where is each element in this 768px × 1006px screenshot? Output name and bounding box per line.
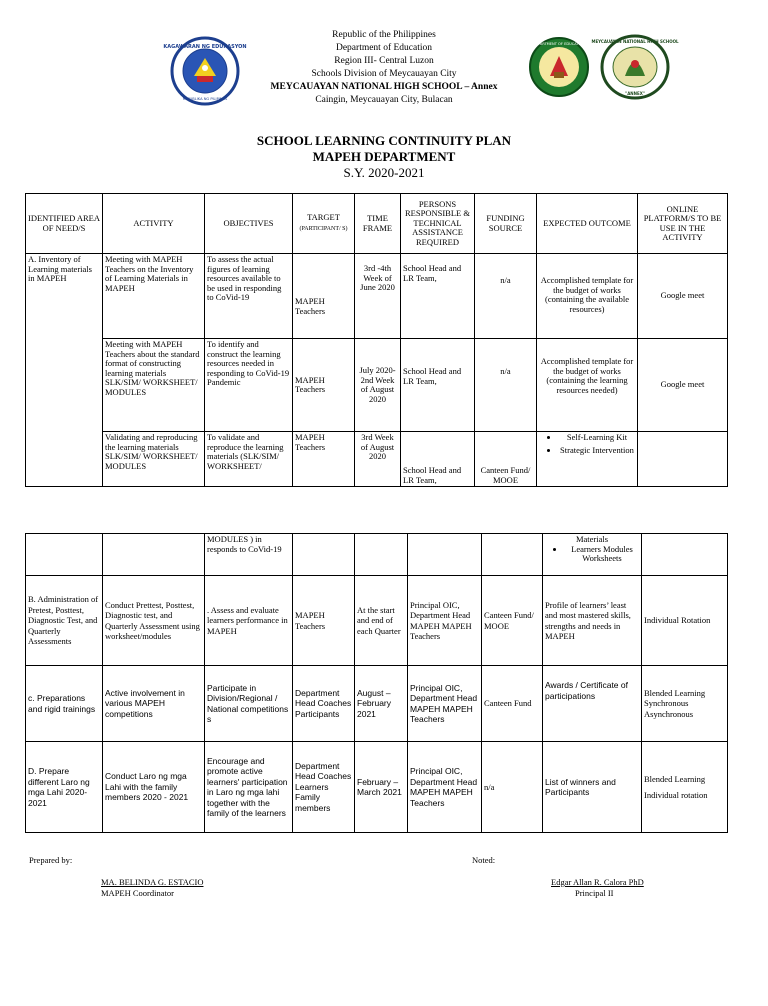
list-item: • Learners Modules (565, 545, 639, 555)
cell-persons: Principal OIC, Department Head MAPEH MAPEH Teachers (408, 666, 482, 742)
cell-activity: Conduct Laro ng mga Lahi with the family members 2020 - 2021 (103, 742, 205, 833)
header-line-address: Caingin, Meycauayan City, Bulacan (315, 95, 453, 105)
doc-title: SCHOOL LEARNING CONTINUITY PLAN (256, 133, 512, 148)
online-line: Individual rotation (644, 790, 708, 800)
plan-table-page1 (25, 193, 728, 487)
plan-table-page2 (25, 533, 728, 833)
cell-activity: Meeting with MAPEH Teachers about the standard format of constructing learning materials SLK/SIM/ WORKSHEET/ MODULES (103, 339, 205, 432)
table-row (26, 666, 728, 742)
prepared-by-label: Prepared by: (29, 855, 73, 865)
cell-time: At the start and end of each Quarter (355, 576, 408, 666)
cell-area-b: B. Administration of Pretest, Posttest, Diagnostic Test, and Quarterly Assessments (26, 576, 103, 666)
cell-target: MAPEH Teachers (293, 254, 355, 339)
cell-objectives: Encourage and promote active learners' participation in Laro ng mga lahi together with the family of the learners (205, 742, 293, 833)
table-row (26, 576, 728, 666)
cell-online: Google meet (638, 254, 728, 339)
header-outcome: EXPECTED OUTCOME (537, 194, 638, 254)
cell-area-c: c. Preparations and rigid trainings (26, 666, 103, 742)
cell-activity: Conduct Prettest, Posttest, Diagnostic test, and Quarterly Assessment using worksheet/modules (103, 576, 205, 666)
cell-outcome: Accomplished template for the budget of works (containing the learning resources needed) (537, 339, 638, 432)
cell-outcome: Awards / Certificate of participations (543, 666, 642, 742)
cell-online: Individual Rotation (642, 576, 728, 666)
cell-area-a: A. Inventory of Learning materials in MAPEH (26, 254, 103, 487)
cell-persons: Principal OIC, Department Head MAPEH MAPEH Teachers (408, 576, 482, 666)
cell-objectives: To assess the actual figures of learning resources available to be used in responding to CoVid-19 (205, 254, 293, 339)
table-header-row (26, 194, 728, 254)
noter-name: Edgar Allan R. Calora PhD (551, 877, 644, 887)
cell-target: Department Head Coaches Participants (293, 666, 355, 742)
cell-activity: Validating and reproducing the learning materials SLK/SIM/ WORKSHEET/ MODULES (103, 432, 205, 487)
cell-funding: Canteen Fund/ MOOE (475, 432, 537, 487)
cell-online: Google meet (638, 339, 728, 432)
school-year: S.Y. 2020-2021 (343, 165, 425, 180)
seal-right1-text: DEPARTMENT OF EDUCATION (532, 42, 586, 46)
cell-outcome: Profile of learners’ least and most mastered skills, strengths and needs in MAPEH (543, 576, 642, 666)
cell-time: 3rd Week of August 2020 (355, 432, 401, 487)
cell-target: MAPEH Teachers (293, 576, 355, 666)
table-row (26, 742, 728, 833)
list-item: • Self-Learning Kit (559, 433, 635, 443)
cell-time: July 2020- 2nd Week of August 2020 (355, 339, 401, 432)
preparer-name: MA. BELINDA G. ESTACIO (101, 877, 204, 887)
cell-activity: Meeting with MAPEH Teachers on the Inventory of Learning Materials in MAPEH (103, 254, 205, 339)
noter-title: Principal II (575, 888, 614, 898)
cell-persons: School Head and LR Team, (401, 432, 475, 487)
cell-time: August – February 2021 (355, 666, 408, 742)
cell-area-d: D. Prepare different Laro ng mga Lahi 2020- 2021 (26, 742, 103, 833)
outcome-list (539, 433, 635, 455)
header-line-deped: Department of Education (335, 43, 433, 53)
header-line-republic: Republic of the Philippines (332, 30, 436, 40)
cell-time: February –March 2021 (355, 742, 408, 833)
table-row (26, 432, 728, 487)
cell-outcome (543, 534, 642, 576)
cell-activity: Active involvement in various MAPEH competitions (103, 666, 205, 742)
cell-persons: School Head and LR Team, (401, 339, 475, 432)
table-row (26, 339, 728, 432)
header-online: ONLINE PLATFORM/S TO BE USE IN THE ACTIVITY (638, 194, 728, 254)
cell-persons (408, 534, 482, 576)
cell-time: 3rd -4th Week of June 2020 (355, 254, 401, 339)
seal-left-sub: REPUBLIKA NG PILIPINAS (182, 97, 228, 101)
cell-target: MAPEH Teachers (293, 339, 355, 432)
header-line-school: MEYCAUAYAN NATIONAL HIGH SCHOOL – Annex (270, 82, 498, 92)
cell-persons: Principal OIC, Department Head MAPEH MAPEH Teachers (408, 742, 482, 833)
outcome-list (545, 545, 639, 564)
online-line: Blended Learning (644, 773, 706, 784)
seal-right2-text: MEYCAUAYAN NATIONAL HIGH SCHOOL (591, 39, 679, 44)
header-objectives: OBJECTIVES (205, 194, 293, 254)
cell-funding: n/a (475, 254, 537, 339)
header-time: TIME FRAME (355, 194, 401, 254)
cell-funding: n/a (482, 742, 543, 833)
cell-online: Blended Learning Synchronous Asynchronous (642, 666, 728, 742)
noted-label: Noted: (472, 855, 496, 865)
header-funding: FUNDING SOURCE (475, 194, 537, 254)
cell-online (638, 432, 728, 487)
cell-target (293, 534, 355, 576)
cell-outcome: Accomplished template for the budget of works (containing the available resources) (537, 254, 638, 339)
header-line-region: Region III- Central Luzon (334, 56, 434, 66)
cell-objectives: Participate in Division/Regional / National competitions s (205, 666, 293, 742)
cell-objectives: . Assess and evaluate learners performance in MAPEH (205, 576, 293, 666)
outcome-continued: Materials (575, 534, 609, 544)
header-target-sub: (PARTICIPANT/ S) (299, 225, 348, 232)
header-area: IDENTIFIED AREA OF NEED/S (26, 194, 103, 254)
cell-funding: Canteen Fund (482, 666, 543, 742)
doc-subtitle: MAPEH DEPARTMENT (312, 149, 456, 164)
seal-right2-sub: "ANNEX" (625, 91, 645, 96)
cell-funding: n/a (475, 339, 537, 432)
cell-objectives: To validate and reproduce the learning materials (SLK/SIM/ WORKSHEET/ (205, 432, 293, 487)
cell-activity (103, 534, 205, 576)
cell-area (26, 534, 103, 576)
cell-target: MAPEH Teachers (293, 432, 355, 487)
cell-objectives: To identify and construct the learning resources needed in responding to CoVid-19 Pandemic (205, 339, 293, 432)
cell-target: Department Head Coaches Learners Family members (293, 742, 355, 833)
header-target (293, 194, 355, 254)
header-activity: ACTIVITY (103, 194, 205, 254)
table-row (26, 254, 728, 339)
cell-objectives: MODULES ) in responds to CoVid-19 (205, 534, 293, 576)
seal-left-text: KAGAWARAN NG EDUKASYON (163, 44, 247, 50)
cell-time (355, 534, 408, 576)
cell-outcome (537, 432, 638, 487)
cell-online (642, 534, 728, 576)
table-row (26, 534, 728, 576)
list-item: • Strategic Intervention (559, 446, 635, 456)
header-persons: PERSONS RESPONSIBLE & TECHNICAL ASSISTANCE REQUIRED (401, 194, 475, 254)
list-item: Worksheets (582, 553, 622, 563)
cell-outcome: List of winners and Participants (543, 742, 642, 833)
cell-funding: Canteen Fund/ MOOE (482, 576, 543, 666)
cell-funding (482, 534, 543, 576)
header-target-label: TARGET (307, 212, 340, 222)
cell-online (642, 742, 728, 833)
cell-persons: School Head and LR Team, (401, 254, 475, 339)
header-line-division: Schools Division of Meycauayan City (311, 69, 457, 79)
preparer-title: MAPEH Coordinator (101, 888, 174, 898)
